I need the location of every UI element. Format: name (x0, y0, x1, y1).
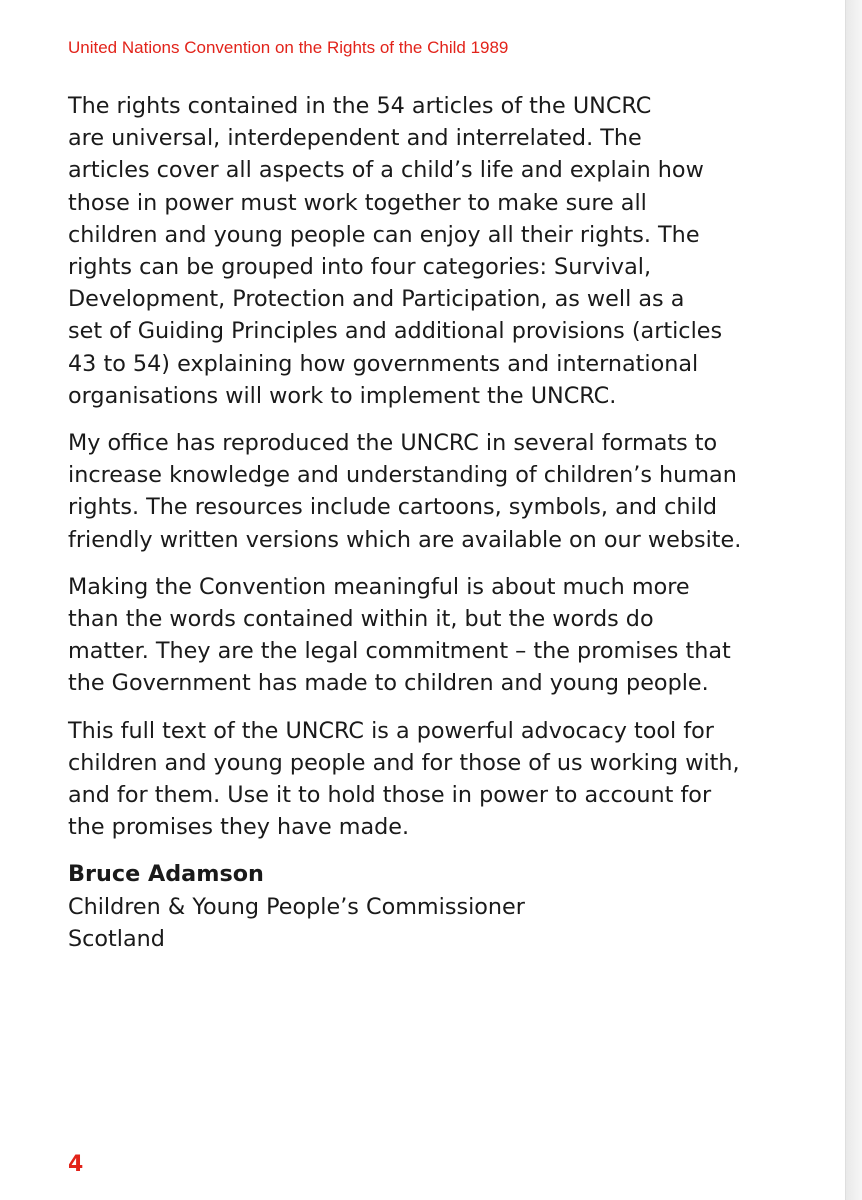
text-line: children and young people can enjoy all their rights. The (68, 221, 700, 248)
running-header: United Nations Convention on the Rights of the Child 1989 (68, 38, 509, 57)
paragraph-4 (68, 715, 768, 844)
text-line: the promises they have made. (68, 814, 410, 841)
text-line: are universal, interdependent and interrelated. The (68, 125, 642, 152)
signatory-title: Children & Young People’s Commissioner (68, 893, 525, 920)
text-line: set of Guiding Principles and additional provisions (articles (68, 318, 723, 345)
text-line: The rights contained in the 54 articles of the UNCRC (68, 93, 652, 119)
text-line: My office has reproduced the UNCRC in several formats to (68, 430, 718, 457)
text-line: Making the Convention meaningful is about much more (68, 573, 690, 600)
text-line: rights. The resources include cartoons, symbols, and child (68, 494, 718, 521)
text-line: This full text of the UNCRC is a powerful advocacy tool for (68, 717, 714, 744)
signatory-name: Bruce Adamson (68, 861, 264, 888)
text-line: increase knowledge and understanding of children’s human (68, 462, 737, 489)
paragraph-2 (68, 427, 768, 556)
text-line: than the words contained within it, but the words do (68, 606, 654, 633)
signature-block (68, 858, 768, 955)
text-line: and for them. Use it to hold those in power to account for (68, 782, 712, 809)
text-line: rights can be grouped into four categories: Survival, (68, 254, 652, 281)
text-line: 43 to 54) explaining how governments and international (68, 350, 699, 377)
paragraph-1 (68, 90, 768, 412)
text-line: friendly written versions which are available on our website. (68, 526, 742, 553)
signatory-location: Scotland (68, 925, 165, 952)
text-line: the Government has made to children and young people. (68, 670, 709, 697)
text-line: Development, Protection and Participation, as well as a (68, 286, 685, 313)
text-line: matter. They are the legal commitment – the promises that (68, 638, 731, 665)
paragraph-3 (68, 571, 768, 700)
page-number: 4 (68, 1152, 84, 1177)
body-text (68, 90, 768, 955)
text-line: organisations will work to implement the UNCRC. (68, 382, 617, 409)
page-edge (845, 0, 862, 1200)
text-line: those in power must work together to make sure all (68, 189, 647, 216)
text-line: articles cover all aspects of a child’s life and explain how (68, 157, 704, 184)
text-line: children and young people and for those of us working with, (68, 749, 740, 776)
